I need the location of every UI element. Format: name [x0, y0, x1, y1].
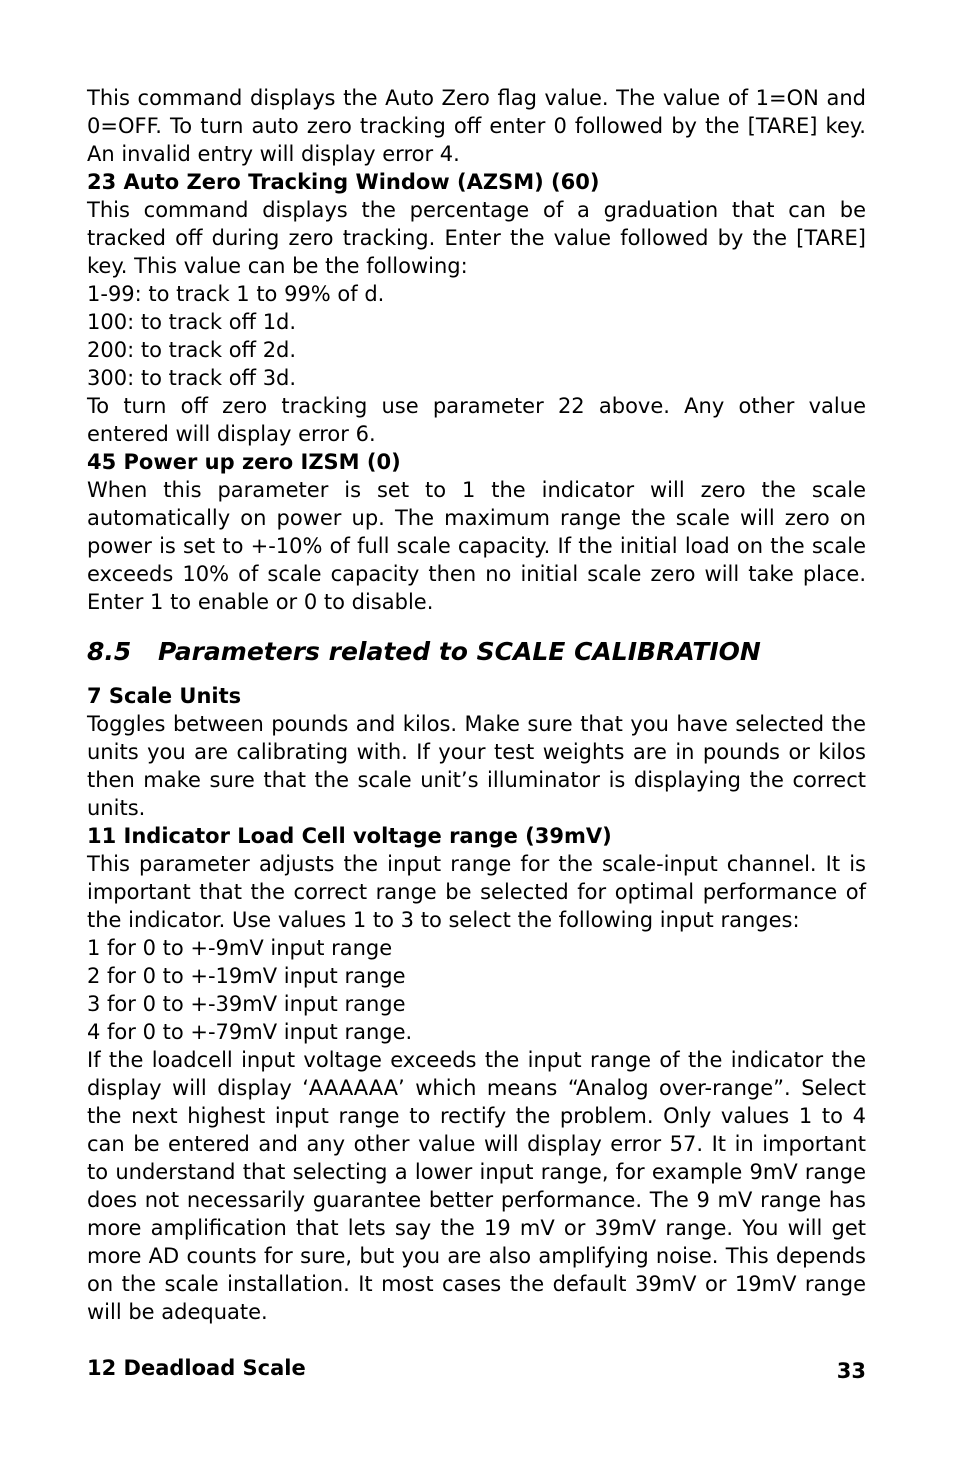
- param-11-option: 2 for 0 to +-19mV input range: [87, 964, 406, 988]
- intro-paragraph: This command displays the Auto Zero flag value. The value of 1=ON and 0=OFF. To turn auto zero tracking off enter 0 followed by the [TARE] key. An invalid entry will display error 4.: [87, 86, 866, 166]
- param-11-heading: 11 Indicator Load Cell voltage range (39mV): [87, 824, 612, 848]
- section-number: 8.5: [87, 637, 132, 666]
- page-content: [87, 84, 866, 1382]
- param-23-option: 200: to track off 2d.: [87, 338, 297, 362]
- param-45-heading: 45 Power up zero IZSM (0): [87, 450, 401, 474]
- param-45-description: When this parameter is set to 1 the indicator will zero the scale automatically on power up. The maximum range the scale will zero on power is set to +-10% of full scale capacity. If the initial load on the scale exceeds 10% of scale capacity then no initial scale zero will take place. Enter 1 to enable or 0 to disable.: [87, 478, 866, 614]
- param-12-heading: 12 Deadload Scale: [87, 1356, 306, 1380]
- param-7-heading: 7 Scale Units: [87, 684, 242, 708]
- param-7-description: Toggles between pounds and kilos. Make sure that you have selected the units you are calibrating with. If your test weights are in pounds or kilos then make sure that the scale unit’s illuminator is displaying the correct units.: [87, 712, 866, 820]
- param-11-option: 3 for 0 to +-39mV input range: [87, 992, 406, 1016]
- section-title: Parameters related to SCALE CALIBRATION: [158, 637, 761, 666]
- param-23-option: 100: to track off 1d.: [87, 310, 297, 334]
- param-23-description: This command displays the percentage of a graduation that can be tracked off during zero tracking. Enter the value followed by the [TARE] key. This value can be the following:: [87, 198, 866, 278]
- param-11-footer: If the loadcell input voltage exceeds the input range of the indicator the display will display ‘AAAAAA’ which means “Analog over-range”. Select the next highest input range to rectify the problem. Only values 1 to 4 can be entered and any other value will display error 57. It in important to understand that selecting a lower input range, for example 9mV range does not necessarily guarantee better performance. The 9 mV range has more amplification that lets say the 19 mV or 39mV range. You will get more AD counts for sure, but you are also amplifying noise. This depends on the scale installation. It most cases the default 39mV or 19mV range will be adequate.: [87, 1048, 866, 1324]
- param-11-option: 4 for 0 to +-79mV input range.: [87, 1020, 413, 1044]
- param-11-option: 1 for 0 to +-9mV input range: [87, 936, 393, 960]
- param-23-option: 1-99: to track 1 to 99% of d.: [87, 282, 385, 306]
- page-number: 33: [836, 1359, 866, 1383]
- param-23-footer: To turn off zero tracking use parameter 22 above. Any other value entered will display error 6.: [87, 394, 866, 446]
- param-11-description: This parameter adjusts the input range for the scale-input channel. It is important that the correct range be selected for optimal performance of the indicator. Use values 1 to 3 to select the following input ranges:: [87, 852, 866, 932]
- section-heading: [87, 637, 866, 667]
- param-23-option: 300: to track off 3d.: [87, 366, 297, 390]
- param-23-heading: 23 Auto Zero Tracking Window (AZSM) (60): [87, 170, 600, 194]
